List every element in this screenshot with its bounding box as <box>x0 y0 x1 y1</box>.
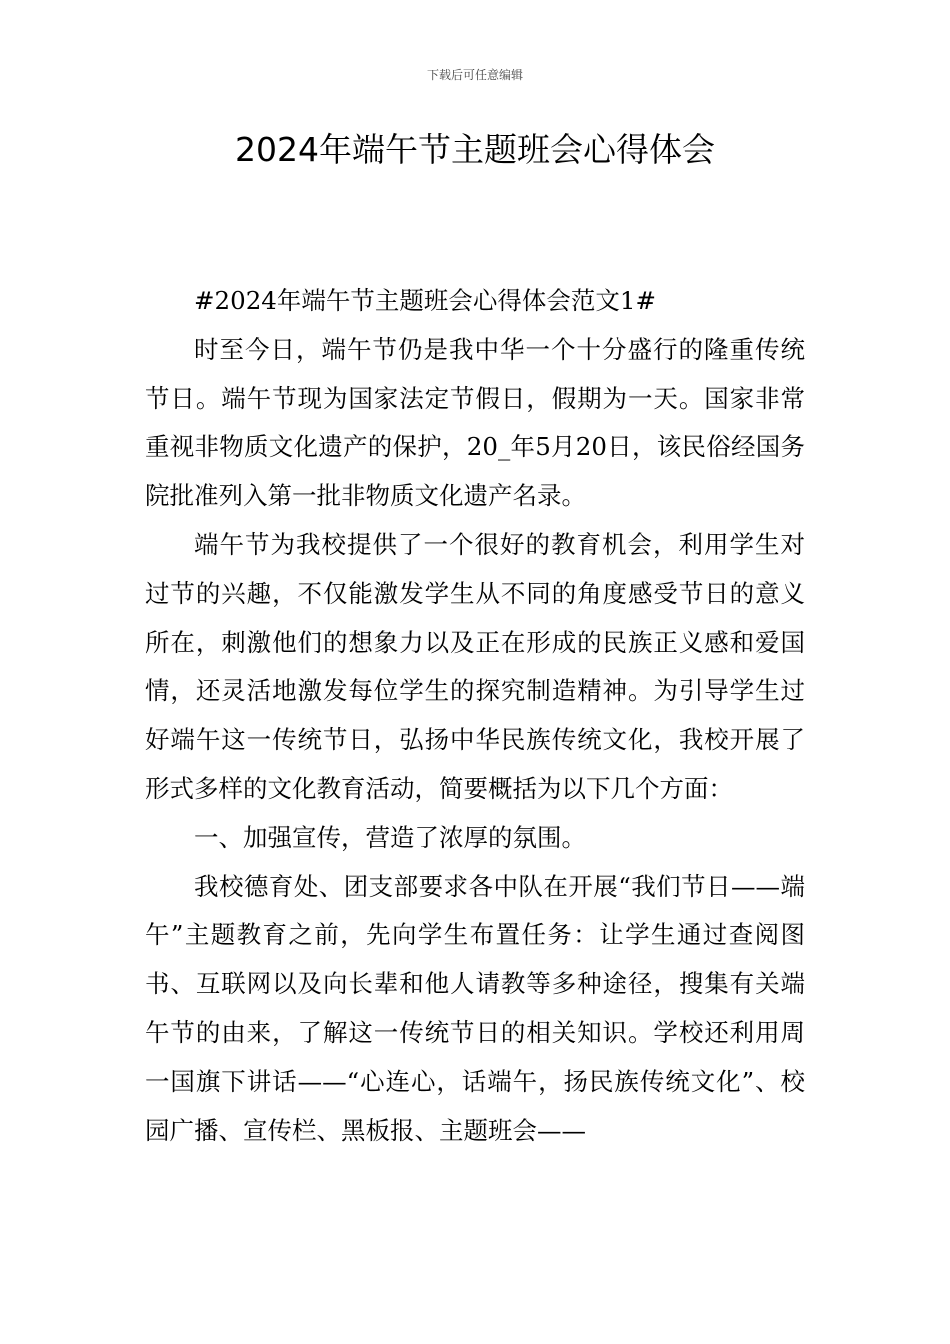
paragraph: 时至今日，端午节仍是我中华一个十分盛行的隆重传统节日。端午节现为国家法定节假日，假期为一天。国家非常重视非物质文化遗产的保护，20_年5月20日，该民俗经国务院批准列入第一批非物质文化遗产名录。 <box>145 334 805 511</box>
section-heading: 一、加强宣传，营造了浓厚的氛围。 <box>194 822 586 852</box>
header-note: 下载后可任意编辑 <box>426 68 523 82</box>
document-body <box>145 277 805 1155</box>
paragraph: 端午节为我校提供了一个很好的教育机会，利用学生对过节的兴趣，不仅能激发学生从不同的角度感受节日的意义所在，刺激他们的想象力以及正在形成的民族正义感和爱国情，还灵活地激发每位学生的探究制造精神。为引导学生过好端午这一传统节日，弘扬中华民族传统文化，我校开展了形式多样的文化教育活动，简要概括为以下几个方面： <box>145 529 805 803</box>
paragraph-heading: #2024年端午节主题班会心得体会范文1# <box>194 286 656 315</box>
document-title: 2024年端午节主题班会心得体会 <box>235 130 715 169</box>
paragraph: 我校德育处、团支部要求各中队在开展“我们节日——端午”主题教育之前，先向学生布置任务：让学生通过查阅图书、互联网以及向长辈和他人请教等多种途径，搜集有关端午节的由来，了解这一传统节日的相关知识。学校还利用周一国旗下讲话——“心连心，话端午，扬民族传统文化”、校园广播、宣传栏、黑板报、主题班会—— <box>145 871 805 1145</box>
